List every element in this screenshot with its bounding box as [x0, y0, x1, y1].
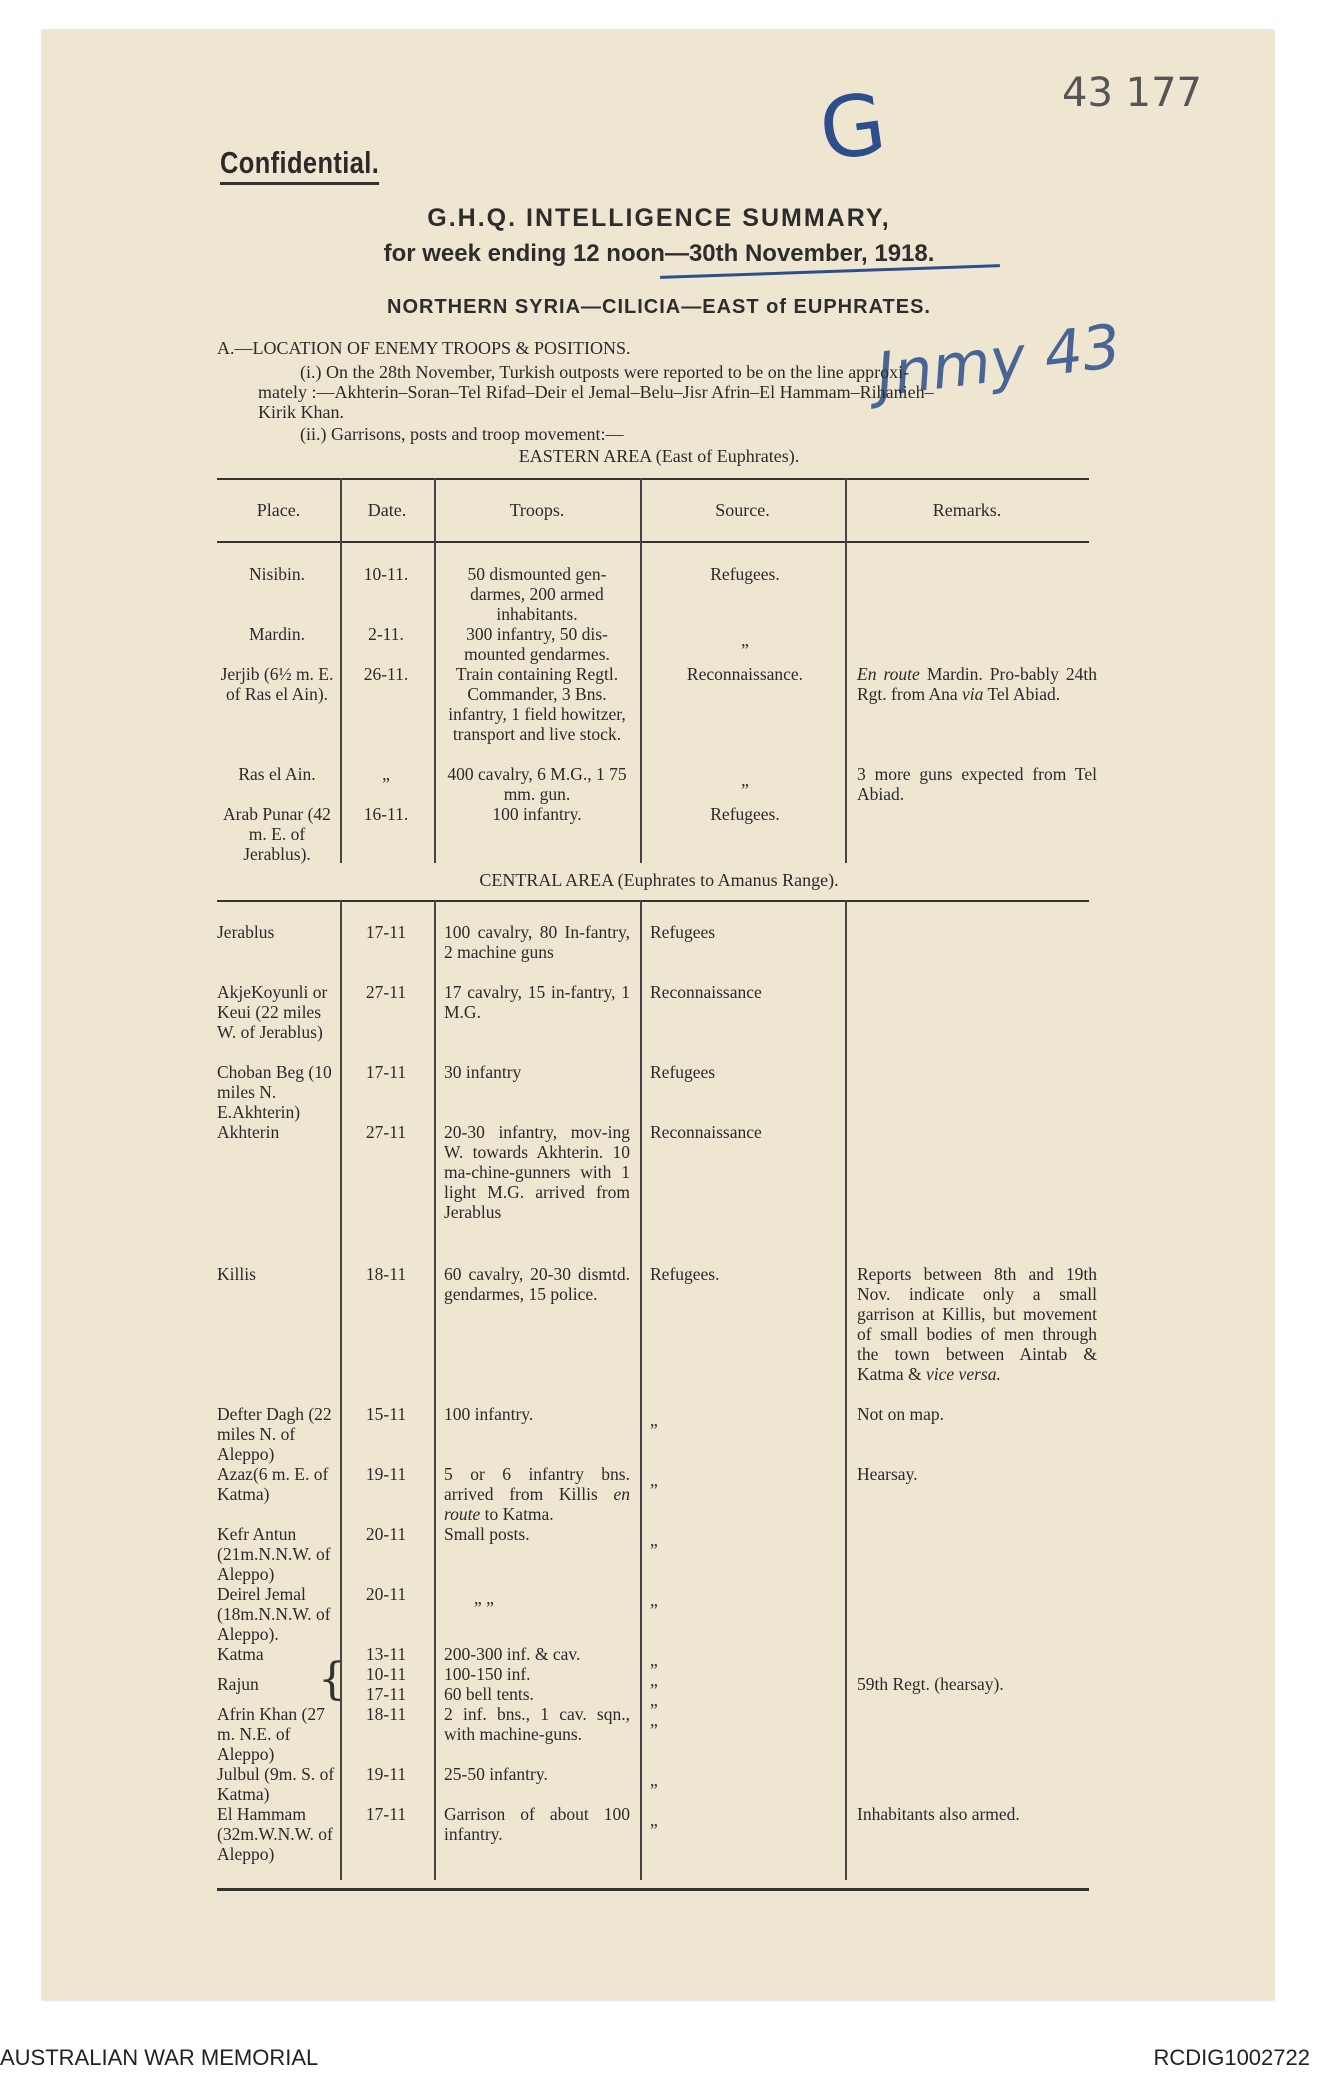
- cell-place: Choban Beg (10 miles N. E.Akhterin): [217, 1062, 332, 1122]
- central-area-heading: CENTRAL AREA (Euphrates to Amanus Range).: [479, 870, 839, 890]
- cell-place: Killis: [217, 1264, 256, 1284]
- troops-text: 5 or 6 infantry bns. arrived from Killis: [444, 1464, 630, 1504]
- header-bottom-rule: [217, 541, 1089, 543]
- cell-source: „: [650, 1710, 658, 1730]
- cell-remarks: [857, 1264, 1097, 1384]
- col-divider: [845, 900, 847, 1880]
- cell-troops: Train containing Regtl. Commander, 3 Bns. infantry, 1 field howitzer, transport and live stock.: [448, 664, 626, 744]
- central-top-rule: [217, 900, 1089, 902]
- cell-date: 17-11: [365, 922, 407, 942]
- cell-source: Refugees.: [650, 1264, 720, 1284]
- region-heading: NORTHERN SYRIA—CILICIA—EAST of EUPHRATES.: [387, 296, 931, 318]
- cell-place: Rajun: [217, 1674, 259, 1694]
- cell-source: „: [650, 1470, 658, 1490]
- cell-source: „: [650, 1690, 658, 1710]
- cell-source: „: [650, 1810, 658, 1830]
- cell-date: 17-11: [365, 1804, 407, 1824]
- paragraph-i-line1: (i.) On the 28th November, Turkish outposts were reported to be on the line approxi-: [300, 362, 910, 382]
- confidential-label: Confidential.: [220, 145, 379, 185]
- cell-troops: 60 cavalry, 20-30 dismtd. gendarmes, 15 police.: [444, 1264, 630, 1304]
- cell-troops: 17 cavalry, 15 in-fantry, 1 M.G.: [444, 982, 630, 1022]
- troops-text: to Katma.: [480, 1504, 554, 1524]
- cell-date: 18-11: [365, 1704, 407, 1724]
- cell-date: 19-11: [365, 1464, 407, 1484]
- cell-source: „: [741, 770, 749, 790]
- cell-place: Deirel Jemal (18m.N.N.W. of Aleppo).: [217, 1584, 331, 1644]
- cell-source: „: [650, 1670, 658, 1690]
- cell-date: 20-11: [365, 1584, 407, 1604]
- col-divider: [340, 478, 342, 863]
- cell-source: „: [650, 1650, 658, 1670]
- cell-source: Refugees.: [710, 804, 780, 824]
- cell-source: Reconnaissance: [650, 982, 762, 1002]
- cell-troops: 400 cavalry, 6 M.G., 1 75 mm. gun.: [447, 764, 627, 804]
- footer-id: RCDIG1002722: [1153, 2045, 1310, 2070]
- cell-date: 2-11.: [368, 624, 404, 644]
- cell-remarks: 59th Regt. (hearsay).: [857, 1674, 1004, 1694]
- troops-italic: en route: [444, 1484, 630, 1524]
- cell-source: Reconnaissance.: [686, 664, 804, 684]
- cell-source: Refugees: [650, 922, 716, 942]
- cell-date: 19-11: [365, 1764, 407, 1784]
- cell-troops: Small posts.: [444, 1524, 530, 1544]
- paragraph-i-line2: mately :—Akhterin–Soran–Tel Rifad–Deir el Jemal–Belu–Jisr Afrin–El Hammam–Rihanieh–: [258, 382, 934, 402]
- cell-troops: 20-30 infantry, mov-ing W. towards Akhterin. 10 ma-chine-gunners with 1 light M.G. arrived from Jerablus: [444, 1122, 630, 1222]
- cell-date: 10-11: [365, 1664, 407, 1684]
- table-top-rule: [217, 478, 1089, 480]
- cell-source: „: [650, 1590, 658, 1610]
- cell-troops: 50 dismounted gen-darmes, 200 armed inhabitants.: [467, 564, 607, 624]
- cell-troops: Garrison of about 100 infantry.: [444, 1804, 630, 1844]
- handwritten-letter: G: [813, 73, 892, 181]
- brace-bracket: {: [318, 1654, 346, 1705]
- remarks-italic: via: [962, 684, 984, 704]
- cell-remarks: Hearsay.: [857, 1464, 918, 1484]
- cell-place: Akhterin: [217, 1122, 280, 1142]
- cell-troops: [444, 1464, 630, 1524]
- col-header-date: Date.: [367, 500, 407, 520]
- cell-date: „: [382, 764, 390, 784]
- cell-troops: 25-50 infantry.: [444, 1764, 548, 1784]
- cell-date: 27-11: [365, 1122, 407, 1142]
- remarks-text: Tel Abiad.: [983, 684, 1061, 704]
- cell-troops: 30 infantry: [444, 1062, 522, 1082]
- cell-place: El Hammam (32m.W.N.W. of Aleppo): [217, 1804, 333, 1864]
- cell-troops: 300 infantry, 50 dis-mounted gendarmes.: [464, 624, 610, 664]
- cell-date: 15-11: [365, 1404, 407, 1424]
- col-header-source: Source.: [715, 500, 770, 520]
- eastern-area-heading: EASTERN AREA (East of Euphrates).: [518, 446, 800, 466]
- cell-source: „: [741, 630, 749, 650]
- cell-place: Nisibin.: [249, 564, 305, 584]
- cell-troops: 100 cavalry, 80 In-fantry, 2 machine guns: [444, 922, 630, 962]
- col-divider: [434, 478, 436, 863]
- cell-date: 26-11.: [363, 664, 409, 684]
- cell-place: Mardin.: [249, 624, 305, 644]
- cell-place: AkjeKoyunli or Keui (22 miles W. of Jerablus): [217, 982, 328, 1042]
- cell-date: 17-11: [365, 1062, 407, 1082]
- cell-troops: 100 infantry.: [444, 1404, 534, 1424]
- cell-place: Azaz(6 m. E. of Katma): [217, 1464, 329, 1504]
- cell-source: Refugees.: [710, 564, 780, 584]
- cell-remarks: 3 more guns expected from Tel Abiad.: [857, 764, 1097, 804]
- remarks-italic: vice versa.: [926, 1364, 1001, 1384]
- summary-subtitle: for week ending 12 noon—30th November, 1918.: [383, 240, 935, 267]
- cell-date: 27-11: [365, 982, 407, 1002]
- cell-troops: „ „: [474, 1588, 494, 1608]
- cell-place: Defter Dagh (22 miles N. of Aleppo): [217, 1404, 332, 1464]
- paragraph-i-line3: Kirik Khan.: [258, 402, 344, 422]
- cell-source: „: [650, 1410, 658, 1430]
- paragraph-ii: (ii.) Garrisons, posts and troop movement:—: [300, 424, 624, 444]
- cell-troops: 2 inf. bns., 1 cav. sqn., with machine-guns.: [444, 1704, 630, 1744]
- cell-source: „: [650, 1770, 658, 1790]
- remarks-italic: En route: [857, 664, 920, 684]
- cell-date: 17-11: [365, 1684, 407, 1704]
- cell-source: „: [650, 1530, 658, 1550]
- remarks-text: Mardin. Pro-bably 24th Rgt. from Ana: [857, 664, 1097, 704]
- cell-source: Refugees: [650, 1062, 716, 1082]
- cell-date: 13-11: [365, 1644, 407, 1664]
- footer-source: AUSTRALIAN WAR MEMORIAL: [0, 2045, 319, 2070]
- col-header-troops: Troops.: [509, 500, 565, 520]
- cell-remarks: [857, 664, 1097, 704]
- cell-place: Ras el Ain.: [238, 764, 316, 784]
- cell-place: Katma: [217, 1644, 264, 1664]
- handwritten-scrawl: Jnmy 43: [872, 311, 1125, 411]
- cell-date: 16-11.: [363, 804, 409, 824]
- cell-date: 10-11.: [363, 564, 409, 584]
- cell-place: Arab Punar (42 m. E. of Jerablus).: [223, 804, 331, 864]
- cell-remarks: Not on map.: [857, 1404, 945, 1424]
- col-divider: [845, 478, 847, 863]
- cell-place: Jerablus: [217, 922, 275, 942]
- cell-troops: 100 infantry.: [492, 804, 582, 824]
- cell-troops: 100-150 inf.: [444, 1664, 531, 1684]
- handwritten-folio: 43 177: [1062, 70, 1202, 116]
- col-divider: [340, 900, 342, 1880]
- cell-place: Kefr Antun (21m.N.N.W. of Aleppo): [217, 1524, 331, 1584]
- cell-remarks: Inhabitants also armed.: [857, 1804, 1020, 1824]
- cell-place: Afrin Khan (27 m. N.E. of Aleppo): [217, 1704, 325, 1764]
- cell-troops: 60 bell tents.: [444, 1684, 534, 1704]
- col-header-place: Place.: [256, 500, 301, 520]
- cell-date: 18-11: [365, 1264, 407, 1284]
- table-bottom-rule: [217, 1888, 1089, 1891]
- col-header-remarks: Remarks.: [932, 500, 1002, 520]
- cell-place: Julbul (9m. S. of Katma): [217, 1764, 335, 1804]
- summary-title: G.H.Q. INTELLIGENCE SUMMARY,: [427, 204, 891, 232]
- cell-place: Jerjib (6½ m. E. of Ras el Ain).: [220, 664, 334, 704]
- section-a-heading: A.—LOCATION OF ENEMY TROOPS & POSITIONS.: [217, 338, 631, 358]
- remarks-text: Reports between 8th and 19th Nov. indicate only a small garrison at Killis, but movement of small bodies of men through the town between Aintab & Katma &: [857, 1264, 1097, 1384]
- col-divider: [434, 900, 436, 1880]
- cell-source: Reconnaissance: [650, 1122, 762, 1142]
- cell-troops: 200-300 inf. & cav.: [444, 1644, 581, 1664]
- cell-date: 20-11: [365, 1524, 407, 1544]
- col-divider: [640, 478, 642, 863]
- col-divider: [640, 900, 642, 1880]
